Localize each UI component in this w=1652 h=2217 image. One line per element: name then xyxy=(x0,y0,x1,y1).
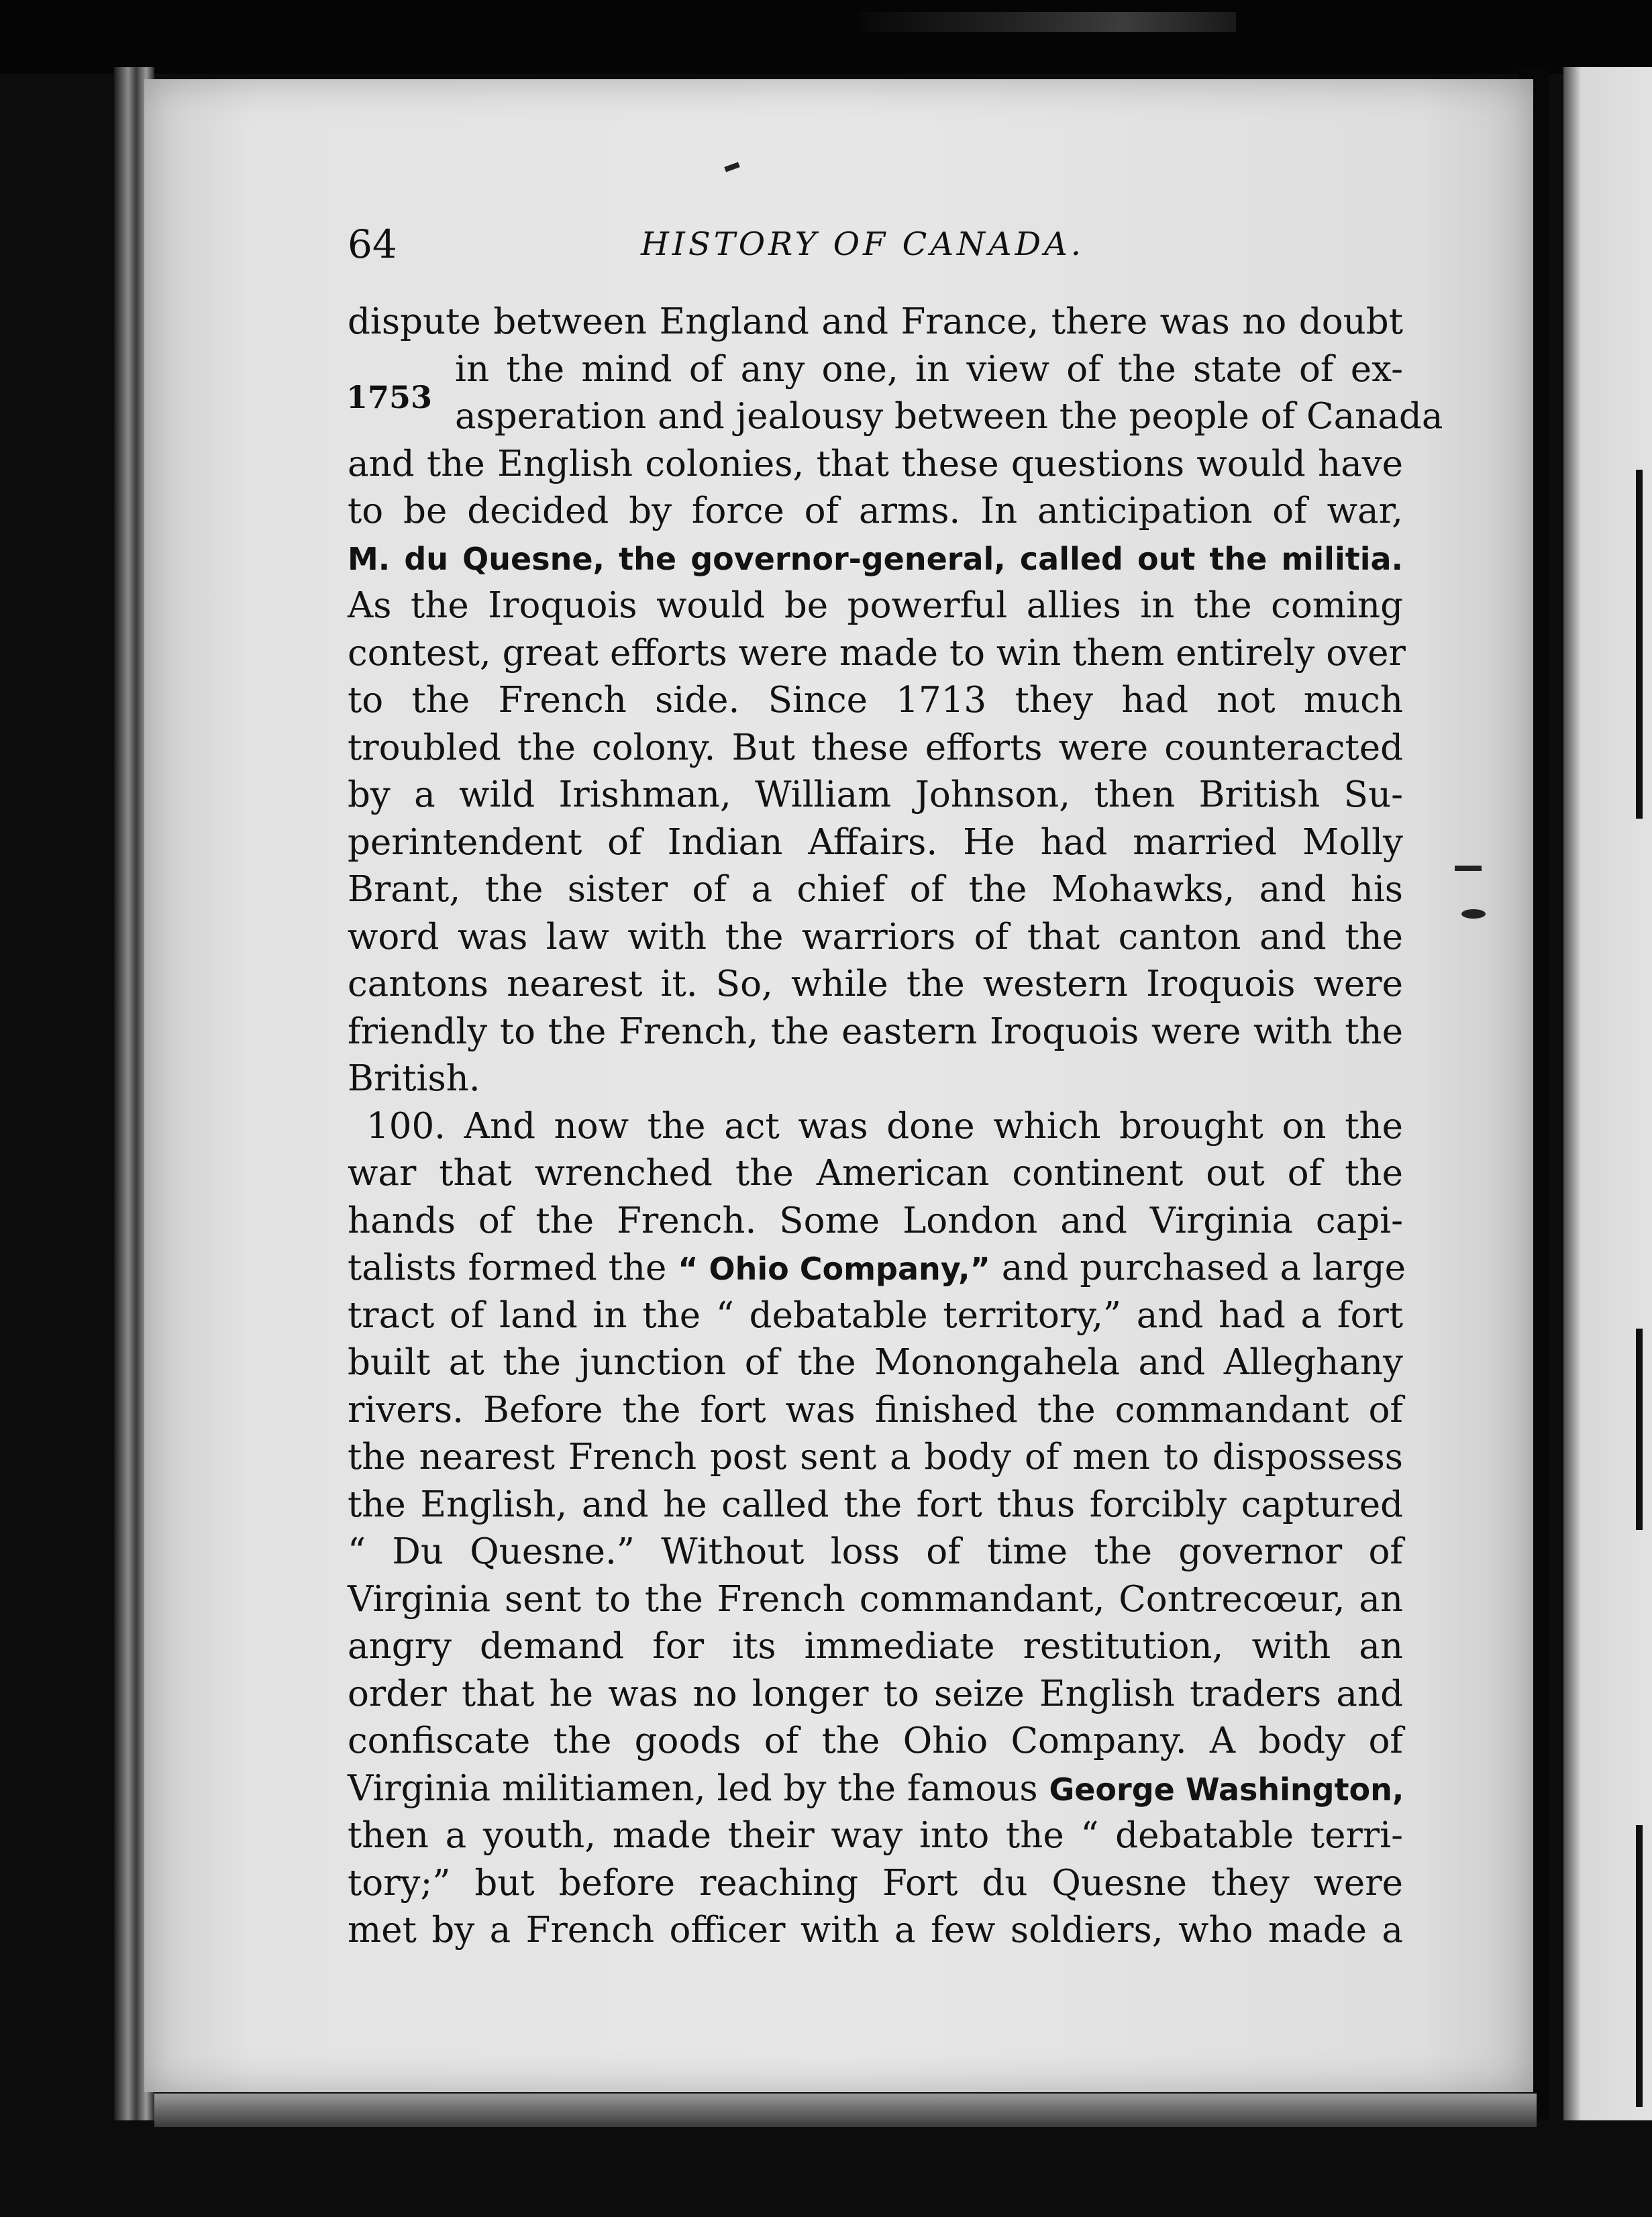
text-line: Brant, the sister of a chief of the Mohawks, and his xyxy=(348,869,1403,910)
text-line: war that wrenched the American continent out of the xyxy=(348,1153,1403,1194)
ink-speck xyxy=(1461,909,1486,919)
text-line: perintendent of Indian Affairs. He had married Molly xyxy=(348,821,1403,863)
text-line: confiscate the goods of the Ohio Company. A body of xyxy=(348,1720,1403,1761)
text-line: by a wild Irishman, William Johnson, then British Su- xyxy=(348,774,1403,815)
george-washington-bold: George Washington, xyxy=(1049,1771,1404,1808)
text-line: built at the junction of the Monongahela and Alleghany xyxy=(348,1342,1403,1383)
margin-year-note: 1753 xyxy=(346,379,433,415)
torn-paper-edge xyxy=(860,12,1236,32)
adjacent-page-mark xyxy=(1636,470,1643,819)
page-bottom-edge xyxy=(154,2094,1537,2127)
text-line: British. xyxy=(348,1058,480,1099)
text-line: the English, and he called the fort thus forcibly captured xyxy=(348,1484,1403,1525)
text-line: tract of land in the “ debatable territory,” and had a fort xyxy=(348,1294,1403,1336)
text-line: troubled the colony. But these efforts were counteracted xyxy=(348,727,1403,768)
text-line: to the French side. Since 1713 they had not much xyxy=(348,680,1403,721)
paragraph-start-line: 100. And now the act was done which brought on the xyxy=(366,1105,1403,1147)
text-line: met by a French officer with a few soldiers, who made a xyxy=(348,1910,1403,1951)
text-line: word was law with the warriors of that canton and the xyxy=(348,916,1403,958)
text-line: friendly to the French, the eastern Iroquois were with the xyxy=(348,1011,1403,1052)
text-line: tory;” but before reaching Fort du Quesne they were xyxy=(348,1862,1403,1904)
page-body-text xyxy=(348,299,1443,1955)
text-line: then a youth, made their way into the “ debatable terri- xyxy=(348,1815,1403,1856)
scan-top-margin xyxy=(0,0,1652,74)
ohio-company-bold: “ Ohio Company,” xyxy=(678,1251,990,1287)
text-line: Virginia sent to the French commandant, Contrecœur, an xyxy=(348,1578,1403,1620)
text-segment: talists formed the xyxy=(348,1247,667,1288)
text-line: asperation and jealousy between the people of Canada xyxy=(455,396,1443,437)
text-line: in the mind of any one, in view of the state of ex- xyxy=(455,348,1403,390)
text-line-mixed xyxy=(348,1245,1406,1292)
text-line: angry demand for its immediate restitution, with an xyxy=(348,1626,1403,1667)
text-line: order that he was no longer to seize English traders and xyxy=(348,1673,1403,1714)
text-line: cantons nearest it. So, while the western Iroquois were xyxy=(348,964,1403,1004)
adjacent-page-mark xyxy=(1636,1329,1643,1530)
adjacent-page-mark xyxy=(1636,1825,1643,2107)
text-line: to be decided by force of arms. In anticipation of war, xyxy=(348,491,1403,531)
text-line: the nearest French post sent a body of men to dispossess xyxy=(348,1437,1403,1478)
text-line: As the Iroquois would be powerful allies in the coming xyxy=(348,585,1403,626)
text-segment: Virginia militiamen, led by the famous xyxy=(348,1767,1038,1809)
text-segment: and purchased a large xyxy=(1001,1247,1406,1288)
text-line-mixed xyxy=(348,1765,1403,1813)
text-line-bold: M. du Quesne, the governor-general, called out the militia. xyxy=(348,540,1403,577)
text-line: and the English colonies, that these questions would have xyxy=(348,443,1403,484)
adjacent-page-edge xyxy=(1563,67,1652,2120)
text-line: rivers. Before the fort was finished the commandant of xyxy=(348,1389,1403,1431)
running-title: HISTORY OF CANADA. xyxy=(641,225,1085,263)
text-line: “ Du Quesne.” Without loss of time the governor of xyxy=(348,1531,1403,1572)
text-line: contest, great efforts were made to win them entirely over xyxy=(348,632,1406,674)
text-line: dispute between England and France, there was no doubt xyxy=(348,301,1403,342)
ink-speck xyxy=(1455,866,1482,871)
page-number: 64 xyxy=(348,221,397,267)
text-line: hands of the French. Some London and Virginia capi- xyxy=(348,1200,1403,1241)
